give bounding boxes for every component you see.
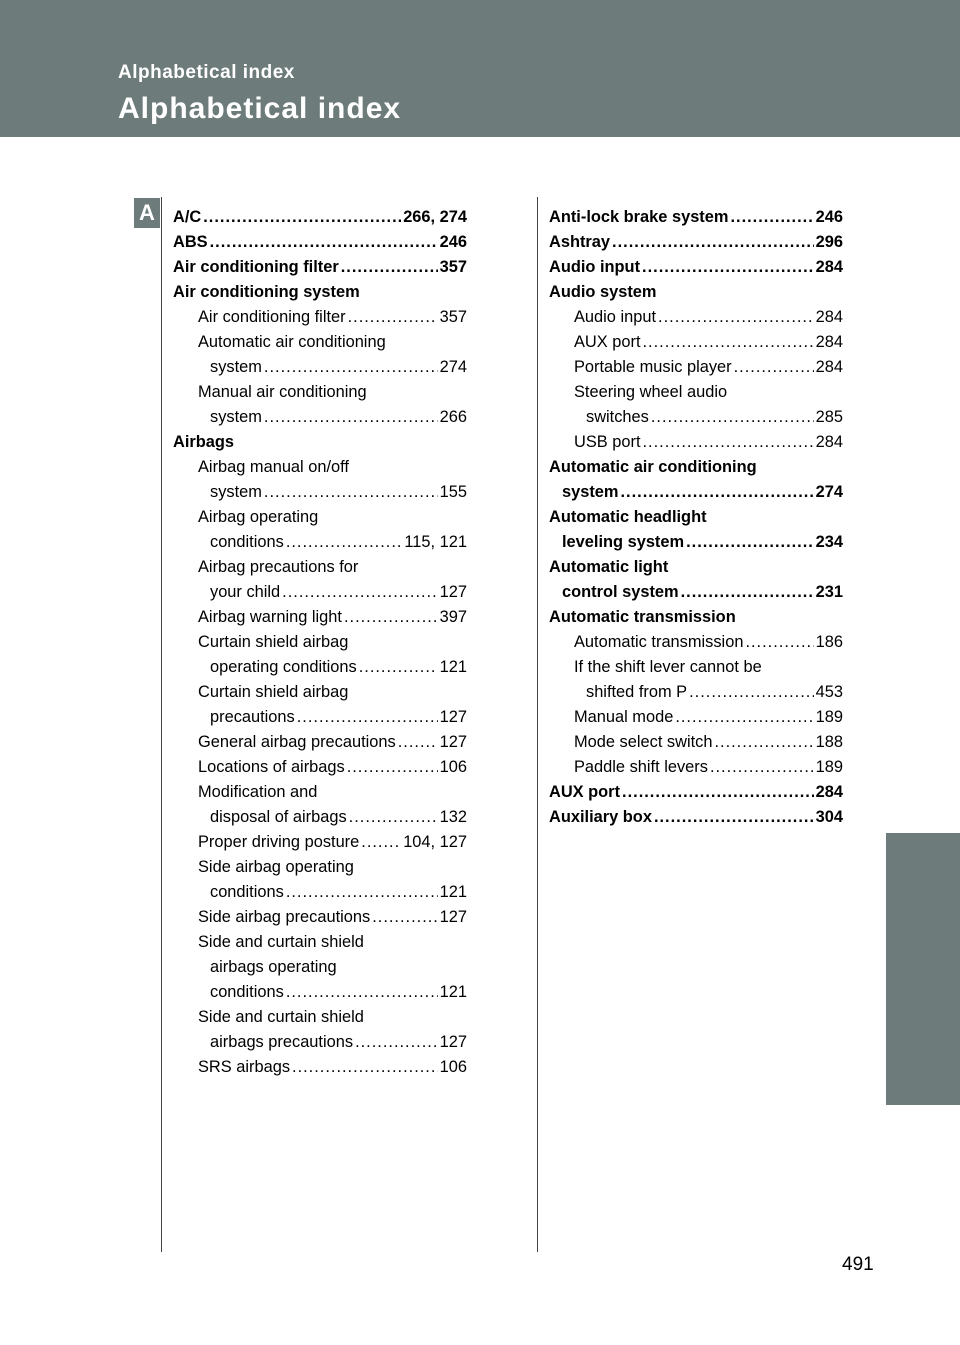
index-entry	[549, 605, 843, 630]
dot-leader	[361, 830, 401, 855]
index-entry	[198, 905, 467, 930]
dot-leader	[264, 405, 438, 430]
index-entry-term: Audio system	[549, 283, 657, 301]
index-entry	[210, 405, 467, 430]
index-entry	[574, 305, 843, 330]
index-entry-term: Steering wheel audio	[574, 383, 728, 401]
dot-leader	[398, 730, 438, 755]
dot-leader	[745, 630, 813, 655]
index-entry	[549, 205, 843, 230]
index-entry-page: 127	[439, 1033, 467, 1051]
dot-leader	[651, 405, 814, 430]
index-entry-term: Airbag operating	[198, 508, 319, 526]
index-entry-term: Proper driving posture	[198, 833, 360, 851]
index-entry	[173, 205, 467, 230]
index-entry	[198, 830, 467, 855]
index-entry	[198, 455, 467, 480]
index-entry-term: Airbags	[173, 433, 235, 451]
index-entry-page: 188	[815, 733, 843, 751]
index-entry-page: 274	[439, 358, 467, 376]
dot-leader	[210, 230, 438, 255]
index-entry-term: airbags precautions	[210, 1033, 354, 1051]
index-entry-page: 127	[439, 733, 467, 751]
index-entry-term: Locations of airbags	[198, 758, 345, 776]
index-entry-page: 284	[815, 333, 843, 351]
dot-leader	[622, 780, 814, 805]
index-entry	[198, 505, 467, 530]
index-entry-term: General airbag precautions	[198, 733, 396, 751]
index-entry-page: 104, 127	[403, 833, 467, 851]
index-entry-page: 186	[815, 633, 843, 651]
index-entry-page: 127	[439, 708, 467, 726]
dot-leader	[347, 755, 438, 780]
index-entry-page: 246	[815, 208, 843, 226]
dot-leader	[286, 880, 438, 905]
index-entry	[574, 355, 843, 380]
index-entry	[210, 480, 467, 505]
index-entry-page: 246	[439, 233, 467, 251]
index-entry	[198, 755, 467, 780]
index-entry	[574, 655, 843, 680]
index-entry	[549, 780, 843, 805]
dot-leader	[348, 305, 438, 330]
index-entry-page: 189	[815, 758, 843, 776]
index-entry-term: Modification and	[198, 783, 318, 801]
index-entry	[562, 580, 843, 605]
index-entry-term: Anti-lock brake system	[549, 208, 729, 226]
index-entry-term: airbags operating	[210, 958, 337, 976]
dot-leader	[297, 705, 438, 730]
index-entry-term: Automatic air conditioning	[198, 333, 386, 351]
index-entry	[586, 405, 843, 430]
index-entry-page: 296	[815, 233, 843, 251]
index-entry-page: 284	[815, 433, 843, 451]
index-entry-term: shifted from P	[586, 683, 688, 701]
index-entry-page: 284	[815, 783, 843, 801]
index-entry-page: 234	[815, 533, 843, 551]
dot-leader	[643, 330, 814, 355]
index-entry-term: Automatic transmission	[549, 608, 736, 626]
index-entry	[210, 880, 467, 905]
index-entry-page: 266	[439, 408, 467, 426]
index-entry-term: Side and curtain shield	[198, 1008, 364, 1026]
index-entry-term: Automatic transmission	[574, 633, 744, 651]
page-number: 491	[842, 1254, 874, 1275]
index-entry	[210, 580, 467, 605]
index-entry-term: Automatic air conditioning	[549, 458, 757, 476]
index-entry-term: A/C	[173, 208, 202, 226]
index-entry-term: leveling system	[562, 533, 685, 551]
index-entry-term: Automatic headlight	[549, 508, 707, 526]
index-entry	[574, 730, 843, 755]
index-entry-page: 284	[815, 308, 843, 326]
index-entry-term: ABS	[173, 233, 208, 251]
dot-leader	[675, 705, 813, 730]
index-entry-page: 121	[439, 883, 467, 901]
index-entry-term: conditions	[210, 883, 284, 901]
index-entry-page: 127	[439, 583, 467, 601]
index-entry-term: control system	[562, 583, 679, 601]
index-entry	[198, 380, 467, 405]
index-entry-page: 115, 121	[404, 533, 467, 551]
dot-leader	[689, 680, 814, 705]
index-column-1	[173, 205, 467, 1080]
index-entry	[549, 805, 843, 830]
dot-leader	[612, 230, 814, 255]
index-entry	[173, 280, 467, 305]
index-entry-term: Airbag manual on/off	[198, 458, 349, 476]
index-entry-term: SRS airbags	[198, 1058, 291, 1076]
dot-leader	[264, 355, 438, 380]
index-entry	[198, 555, 467, 580]
index-entry	[198, 1055, 467, 1080]
index-entry	[562, 530, 843, 555]
index-entry	[586, 680, 843, 705]
section-thumb-tab	[886, 833, 960, 1105]
column-divider-left	[161, 197, 162, 1252]
index-entry	[198, 680, 467, 705]
dot-leader	[642, 255, 814, 280]
dot-leader	[344, 605, 438, 630]
index-entry-page: 155	[439, 483, 467, 501]
index-column-2	[549, 205, 843, 830]
index-entry-term: precautions	[210, 708, 295, 726]
index-entry-page: 189	[815, 708, 843, 726]
dot-leader	[686, 530, 814, 555]
index-entry-term: Airbag precautions for	[198, 558, 359, 576]
index-entry-page: 127	[439, 908, 467, 926]
index-entry	[198, 930, 467, 955]
index-entry-term: Curtain shield airbag	[198, 633, 349, 651]
index-entry-term: Side airbag precautions	[198, 908, 371, 926]
index-entry	[198, 855, 467, 880]
index-entry-term: switches	[586, 408, 649, 426]
index-entry	[198, 605, 467, 630]
index-entry-term: If the shift lever cannot be	[574, 658, 762, 676]
index-entry-term: Manual mode	[574, 708, 674, 726]
dot-leader	[286, 530, 403, 555]
index-entry	[549, 455, 843, 480]
index-entry-page: 132	[439, 808, 467, 826]
index-entry-term: Paddle shift levers	[574, 758, 708, 776]
dot-leader	[710, 755, 814, 780]
index-entry	[198, 330, 467, 355]
index-entry-term: your child	[210, 583, 281, 601]
index-entry-page: 304	[815, 808, 843, 826]
index-entry-term: Audio input	[549, 258, 641, 276]
dot-leader	[643, 430, 814, 455]
index-entry	[198, 730, 467, 755]
index-entry	[210, 705, 467, 730]
dot-leader	[341, 255, 438, 280]
dot-leader	[734, 355, 814, 380]
index-entry	[574, 755, 843, 780]
index-entry-page: 397	[439, 608, 467, 626]
index-entry	[549, 255, 843, 280]
dot-leader	[372, 905, 437, 930]
index-entry-term: Manual air conditioning	[198, 383, 367, 401]
index-entry-term: system	[210, 358, 262, 376]
dot-leader	[359, 655, 438, 680]
index-entry-term: Ashtray	[549, 233, 611, 251]
index-entry-term: Automatic light	[549, 558, 669, 576]
index-entry	[574, 630, 843, 655]
index-entry	[549, 280, 843, 305]
index-entry	[173, 255, 467, 280]
index-entry-page: 231	[815, 583, 843, 601]
index-entry-term: Portable music player	[574, 358, 732, 376]
index-entry	[198, 305, 467, 330]
index-entry-term: conditions	[210, 533, 284, 551]
index-entry-term: AUX port	[549, 783, 621, 801]
dot-leader	[292, 1055, 438, 1080]
dot-leader	[355, 1030, 438, 1055]
index-entry-term: Audio input	[574, 308, 657, 326]
index-entry	[210, 805, 467, 830]
page-header	[0, 0, 960, 137]
index-entry-page: 284	[815, 358, 843, 376]
index-entry-page: 106	[439, 758, 467, 776]
index-entry-term: AUX port	[574, 333, 641, 351]
index-entry	[198, 630, 467, 655]
index-entry-page: 274	[815, 483, 843, 501]
index-entry	[173, 230, 467, 255]
index-entry-term: disposal of airbags	[210, 808, 347, 826]
index-entry	[574, 380, 843, 405]
index-entry	[210, 1030, 467, 1055]
index-entry-page: 121	[439, 658, 467, 676]
index-entry	[574, 705, 843, 730]
index-entry-term: system	[562, 483, 619, 501]
index-letter-tab: A	[134, 198, 160, 228]
index-entry	[210, 355, 467, 380]
index-entry	[562, 480, 843, 505]
index-entry-term: system	[210, 483, 262, 501]
index-entry-page: 284	[815, 258, 843, 276]
section-label: Alphabetical index	[118, 62, 295, 83]
index-entry-page: 357	[439, 308, 467, 326]
index-entry	[210, 980, 467, 1005]
index-entry	[574, 430, 843, 455]
index-entry	[549, 555, 843, 580]
index-entry-page: 121	[439, 983, 467, 1001]
index-entry	[210, 655, 467, 680]
index-entry-term: Airbag warning light	[198, 608, 342, 626]
index-entry-term: Air conditioning filter	[198, 308, 346, 326]
dot-leader	[621, 480, 814, 505]
index-entry-page: 453	[815, 683, 843, 701]
index-entry-term: USB port	[574, 433, 641, 451]
index-entry	[198, 1005, 467, 1030]
dot-leader	[730, 205, 813, 230]
dot-leader	[658, 305, 814, 330]
dot-leader	[681, 580, 814, 605]
index-entry-term: operating conditions	[210, 658, 357, 676]
index-entry-term: Curtain shield airbag	[198, 683, 349, 701]
dot-leader	[264, 480, 438, 505]
index-entry-page: 266, 274	[403, 208, 467, 226]
dot-leader	[203, 205, 401, 230]
column-divider-middle	[537, 197, 538, 1252]
dot-leader	[654, 805, 814, 830]
index-entry	[173, 430, 467, 455]
dot-leader	[714, 730, 813, 755]
index-entry	[198, 780, 467, 805]
index-entry	[549, 230, 843, 255]
index-entry-term: Air conditioning filter	[173, 258, 339, 276]
index-entry-page: 357	[439, 258, 467, 276]
dot-leader	[349, 805, 438, 830]
dot-leader	[282, 580, 437, 605]
index-entry-term: Air conditioning system	[173, 283, 360, 301]
index-entry-page: 285	[815, 408, 843, 426]
index-entry-term: Auxiliary box	[549, 808, 652, 826]
index-entry-term: system	[210, 408, 262, 426]
index-entry	[549, 505, 843, 530]
page-title: Alphabetical index	[118, 92, 402, 125]
index-entry	[210, 530, 467, 555]
index-entry-term: conditions	[210, 983, 284, 1001]
index-entry-term: Side and curtain shield	[198, 933, 364, 951]
dot-leader	[286, 980, 438, 1005]
index-entry-page: 106	[439, 1058, 467, 1076]
index-entry	[574, 330, 843, 355]
index-entry-term: Mode select switch	[574, 733, 713, 751]
index-entry-term: Side airbag operating	[198, 858, 354, 876]
index-entry	[210, 955, 467, 980]
